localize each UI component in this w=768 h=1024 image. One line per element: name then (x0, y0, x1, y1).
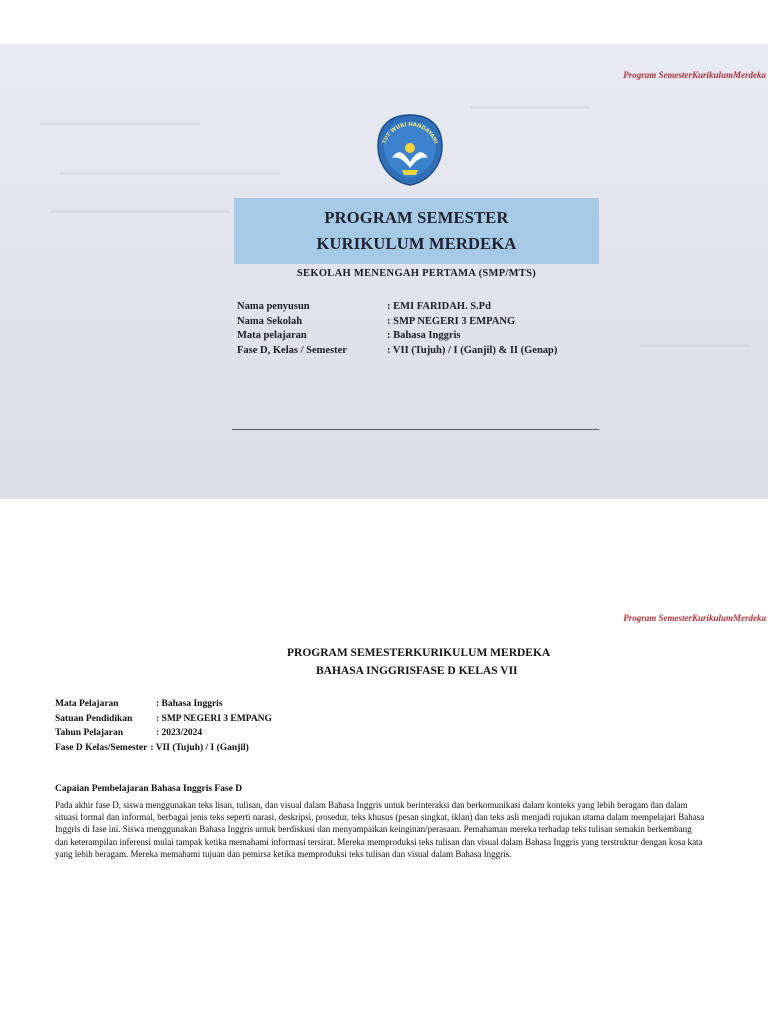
document-info-row (55, 726, 272, 741)
document-info-row (55, 741, 272, 756)
paragraph-line: yang lebih beragam. Mereka memahami tujuan dan pemirsa ketika memproduksi teks tulisan dan visual dalam Bahasa Inggris. (55, 848, 512, 859)
bleed-through-line (640, 344, 750, 347)
page-top-margin (0, 0, 768, 44)
running-header: Program SemesterKurikulumMerdeka (623, 70, 766, 80)
document-info-row (55, 697, 272, 712)
document-info-label: Tahun Pelajaran (55, 728, 124, 738)
bleed-through-line (470, 106, 590, 109)
title-box (234, 198, 599, 264)
document-info-value: : SMP NEGERI 3 EMPANG (156, 713, 272, 724)
cover-info-row (237, 300, 617, 315)
cover-info-row (237, 344, 617, 359)
bleed-through-line (60, 172, 280, 175)
document-title-line-2: BAHASA INGGRISFASE D KELAS VII (316, 665, 518, 677)
cover-title-line-2: KURIKULUM MERDEKA (316, 234, 517, 253)
cover-info-label: Mata pelajaran (237, 330, 307, 341)
section-heading: Capaian Pembelajaran Bahasa Inggris Fase D (55, 784, 243, 794)
cover-info-row (237, 329, 617, 344)
cover-info-table (237, 300, 617, 358)
school-level: SEKOLAH MENENGAH PERTAMA (SMP/MTS) (296, 268, 537, 279)
paragraph-line: situasi formal dan informal, berbagai jenis teks seperti narasi, deskripsi, prosedur, teks khusus (pesan singkat, iklan) dan teks asli menjadi rujukan utama dalam mempelajari Bahasa (55, 812, 705, 823)
divider-line (232, 429, 599, 430)
bleed-through-line (40, 122, 200, 125)
document-info-row (55, 712, 272, 727)
running-header: Program SemesterKurikulumMerdeka (623, 613, 766, 623)
document-info-label: Satuan Pendidikan (55, 713, 133, 724)
cover-info-row (237, 315, 617, 330)
cover-info-value: : SMP NEGERI 3 EMPANG (387, 315, 516, 327)
cover-info-value: : Bahasa Inggris (387, 330, 461, 341)
cover-info-label: Nama penyusun (237, 301, 310, 312)
document-info-label: Fase D Kelas/Semester (55, 742, 148, 753)
cover-info-value: : EMI FARIDAH. S.Pd (387, 301, 491, 312)
cover-info-value: : VII (Tujuh) / I (Ganjil) & II (Genap) (387, 344, 558, 356)
cover-title-line-1: PROGRAM SEMESTER (324, 208, 509, 227)
cover-page-photo (0, 44, 768, 499)
document-info-value: : 2023/2024 (156, 728, 203, 738)
document-info-label: Mata Pelajaran (55, 699, 119, 709)
section-paragraph (55, 799, 768, 860)
document-info-value: : Bahasa Inggris (156, 699, 223, 709)
paragraph-line: Inggris di fase ini. Siswa menggunakan Bahasa Inggris untuk berdiskusi dan menyampaikan keinginan/perasaan. Pemahaman mereka terhadap teks tulisan semakin berkembang (55, 824, 692, 835)
paragraph-line: Pada akhir fase D, siswa menggunakan teks lisan, tulisan, dan visual dalam Bahasa Inggris untuk berinteraksi dan berkomunikasi dalam konteks yang lebih beragam dan dalam (55, 800, 688, 810)
bleed-through-line (50, 210, 230, 213)
tut-wuri-handayani-logo-icon (372, 112, 448, 188)
svg-text:TUT WURI HANDAYANI: TUT WURI HANDAYANI (381, 121, 439, 145)
cover-info-label: Nama Sekolah (237, 315, 303, 327)
document-info-table (55, 697, 272, 755)
document-title-line-1: PROGRAM SEMESTERKURIKULUM MERDEKA (287, 647, 551, 659)
paragraph-line: dan keterampilan inferensi mulai tampak ketika memahami informasi tersirat. Mereka memproduksi teks tulisan dan visual dalam Bahasa Inggris yang terstruktur dengan kosa kata (55, 836, 703, 847)
document-info-value: : VII (Tujuh) / I (Ganjil) (150, 742, 249, 753)
cover-info-label: Fase D, Kelas / Semester (237, 344, 347, 356)
